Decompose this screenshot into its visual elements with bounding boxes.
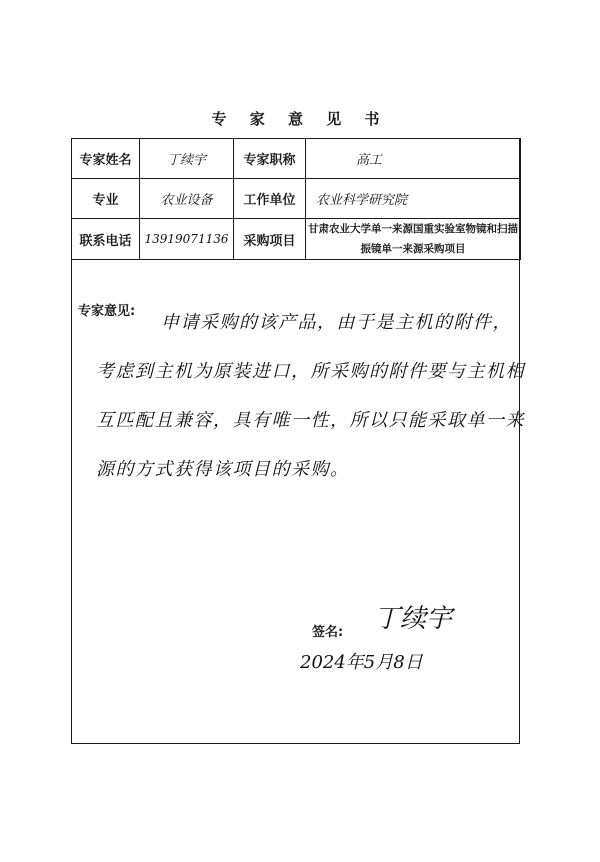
expert-name-value: 丁续宇 [140, 139, 234, 179]
signature-date: 2024年5月8日 [300, 652, 423, 673]
expert-name-label: 专家姓名 [72, 139, 140, 179]
work-unit-value: 农业科学研究院 [306, 179, 521, 219]
project-value: 甘肃农业大学单一来源国重实验室物镜和扫描振镜单一来源采购项目 [306, 219, 521, 260]
document-title: 专 家 意 见 书 [211, 110, 389, 128]
table-row [72, 179, 521, 219]
table-row [72, 139, 521, 179]
phone-value: 13919071136 [140, 219, 234, 260]
project-label: 采购项目 [234, 219, 306, 260]
opinion-label: 专家意见: [78, 304, 136, 319]
major-label: 专业 [72, 179, 140, 219]
signature-label: 签名: [312, 625, 344, 640]
opinion-text: 申请采购的该产品，由于是主机的附件，考虑到主机为原装进口，所采购的附件要与主机相互匹配且兼容，具有唯一性，所以只能采取单一来源的方式获得该项目的采购。 [96, 312, 525, 480]
table-row [72, 219, 521, 260]
expert-info-table [71, 138, 521, 260]
work-unit-label: 工作单位 [234, 179, 306, 219]
expert-title-label: 专家职称 [234, 139, 306, 179]
phone-label: 联系电话 [72, 219, 140, 260]
major-value: 农业设备 [140, 179, 234, 219]
signature: 丁续宇 [374, 604, 453, 634]
expert-title-value: 高工 [306, 139, 521, 179]
